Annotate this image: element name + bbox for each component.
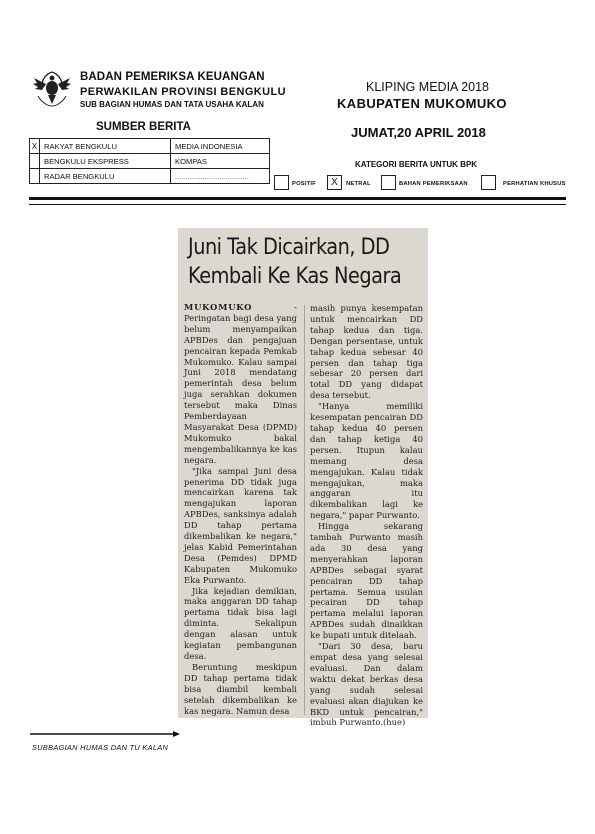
article-paragraph: "Dari 30 desa, baru empat desa yang selesai evaluasi. Dan dalam waktu dekat berkas desa yang sudah selesai evaluasi akan diajukan ke BKD untuk pencairan," imbuh Purwanto.(hue) xyxy=(310,641,423,728)
publication-date: JUMAT,20 APRIL 2018 xyxy=(351,125,486,140)
source-name: KOMPAS xyxy=(171,154,270,169)
source-row xyxy=(30,139,270,154)
article-paragraph: Hingga sekarang tambah Purwanto masih ada 30 desa yang menyerahkan laporan APBDes sebagai syarat pencairan DD tahap pertama. Semua usulan pecairan DD tahap pertama melalui laporan APBDes sudah dinaikkan ke bupati untuk ditelaah. xyxy=(310,521,423,641)
category-label: PERHATIAN KHUSUS xyxy=(503,181,566,187)
source-name: BENGKULU EKSPRESS xyxy=(40,154,171,169)
org-name: BADAN PEMERIKSA KEUANGAN xyxy=(80,71,265,83)
article-column-1 xyxy=(184,302,297,716)
article-paragraph: masih punya kesempatan untuk mencairkan DD tahap kedua dan tiga. Dengan persentase, untuk tahap kedua sebesar 40 persen dan tahap tiga sebesar 20 persen dari total DD yang didapat desa tersebut. xyxy=(310,303,423,401)
article-paragraph: "Jika sampai Juni desa penerima DD tidak juga mencairkan karena tak mengajukan laporan APBDes, sanksinya adalah DD tahap pertama dikembalikan ke negara," jelas Kabid Pemerintahan Desa (Pemdes) DPMD Kabupaten Mukomuko Eka Purwanto. xyxy=(184,465,297,585)
category-label: POSITIF xyxy=(292,181,316,187)
source-name: RADAR BENGKULU xyxy=(40,169,171,184)
sources-table xyxy=(29,138,270,184)
bpk-logo-icon xyxy=(30,66,74,110)
headline-line: Juni Tak Dicairkan, DD xyxy=(188,234,390,260)
sources-heading: SUMBER BERITA xyxy=(96,121,191,133)
category-checkbox-positif[interactable] xyxy=(274,175,289,190)
category-label: NETRAL xyxy=(346,181,371,187)
footer-text: SUBBAGIAN HUMAS DAN TU KALAN xyxy=(32,743,169,752)
category-label: BAHAN PEMERIKSAAN xyxy=(399,181,468,187)
source-name: MEDIA INDONESIA xyxy=(171,139,270,154)
category-checkbox-perhatian-khusus[interactable] xyxy=(481,175,496,190)
headline-line: Kembali Ke Kas Negara xyxy=(188,263,402,289)
source-name: RAKYAT BENGKULU xyxy=(40,139,171,154)
source-checkbox[interactable] xyxy=(30,169,40,184)
regency-title: KABUPATEN MUKOMUKO xyxy=(337,96,507,111)
article-paragraph: MUKOMUKO - Peringatan bagi desa yang belum menyampaikan APBDes dan pengajuan pencairan kepada Pemkab Mukomuko. Kalau sampai Juni 2018 mendatang pemerintah desa belum juga serahkan dokumen tersebut maka Dinas Pemberdayaan Masyarakat Desa (DPMD) Mukomuko bakal mengembalikannya ke kas negara. xyxy=(184,302,297,465)
kliping-title: KLIPING MEDIA 2018 xyxy=(366,80,489,94)
source-checkbox[interactable] xyxy=(30,154,40,169)
source-name: ................................... xyxy=(171,169,270,184)
article-paragraph: Jika kejadian demikian, maka anggaran DD tahap pertama tidak bisa lagi diminta. Sekalipun dengan alasan untuk kegiatan pembangunan desa. xyxy=(184,585,297,661)
article-headline xyxy=(188,233,402,291)
category-checkbox-bahan-pemeriksaan[interactable] xyxy=(381,175,396,190)
article-dateline: MUKOMUKO xyxy=(184,302,253,312)
article-paragraph: Beruntung meskipun DD tahap pertama tidak bisa diambil kembali setelah dikembalikan ke kas negara. Namun desa xyxy=(184,661,297,716)
arrow-right-icon xyxy=(30,731,180,737)
source-row xyxy=(30,154,270,169)
category-heading: KATEGORI BERITA UNTUK BPK xyxy=(355,160,478,169)
source-row xyxy=(30,169,270,184)
article-paragraph: "Hanya memiliki kesempatan pencairan DD tahap kedua 40 persen dan tahap ketiga 40 persen. Itupun kalau memang desa mengajukan. Kalau tidak mengajukan, maka anggaran itu dikembalikan lagi ke negara," papar Purwanto. xyxy=(310,401,423,521)
source-checkbox[interactable]: X xyxy=(30,139,40,154)
category-checkbox-netral[interactable]: X xyxy=(327,175,342,190)
org-division: PERWAKILAN PROVINSI BENGKULU xyxy=(80,86,286,98)
column-separator xyxy=(304,305,305,715)
header-divider xyxy=(29,197,566,200)
article-column-2 xyxy=(310,303,423,728)
org-subdivision: SUB BAGIAN HUMAS DAN TATA USAHA KALAN xyxy=(80,100,264,109)
header-divider-thin xyxy=(29,204,566,205)
